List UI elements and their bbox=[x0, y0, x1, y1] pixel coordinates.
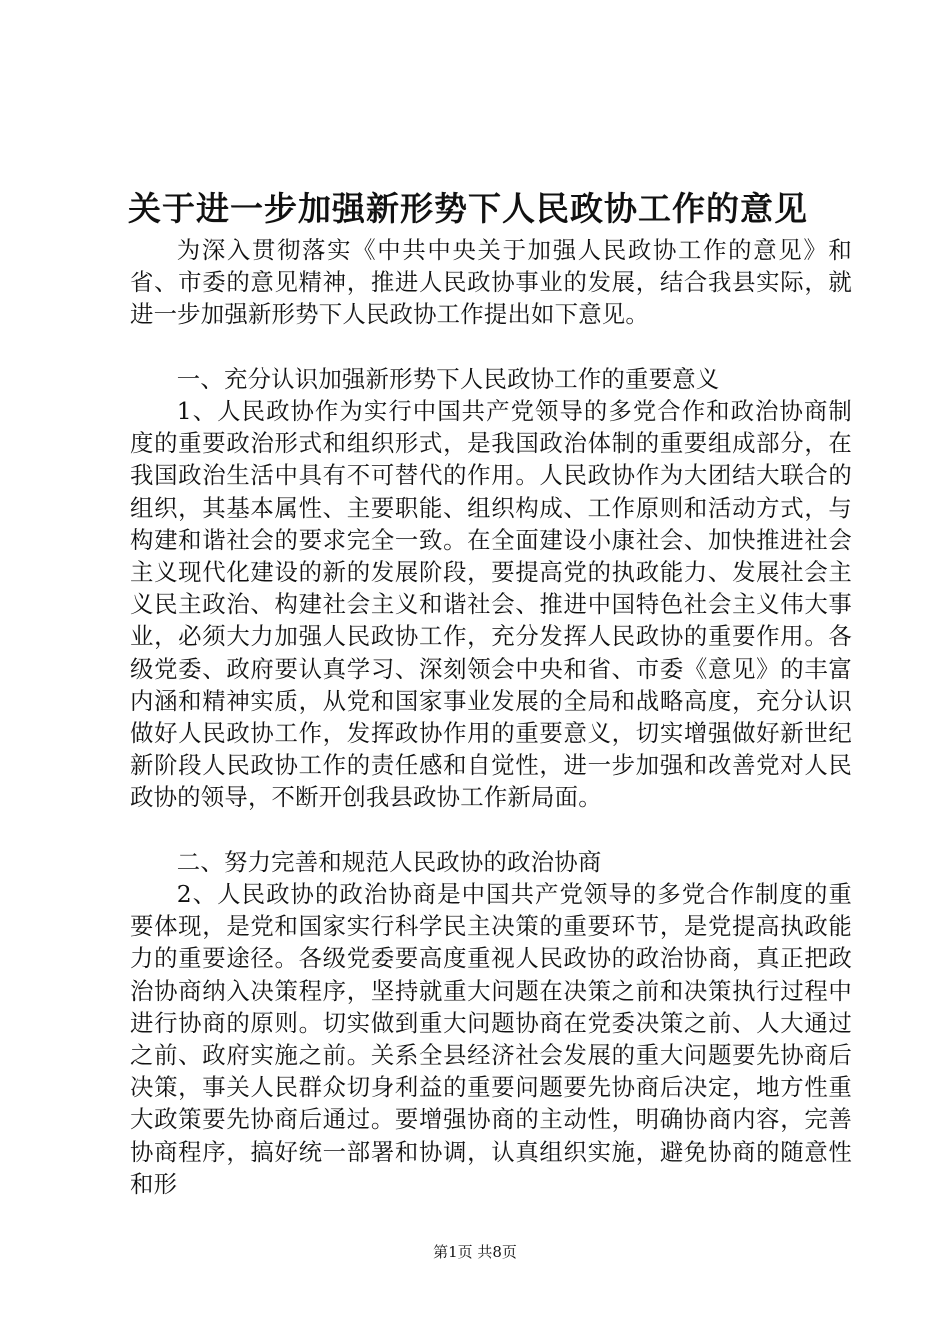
intro-paragraph: 为深入贯彻落实《中共中央关于加强人民政协工作的意见》和省、市委的意见精神，推进人民政协事业的发展，结合我县实际，就进一步加强新形势下人民政协工作提出如下意见。 bbox=[130, 236, 852, 329]
page-number-footer: 第1页 共8页 bbox=[433, 1243, 517, 1261]
section-2-heading: 二、努力完善和规范人民政协的政治协商 bbox=[176, 847, 602, 876]
paragraph-spacer bbox=[130, 814, 852, 846]
document-title: 关于进一步加强新形势下人民政协工作的意见 bbox=[128, 189, 808, 228]
paragraph-spacer bbox=[130, 331, 852, 363]
section-1-paragraph: 1、人民政协作为实行中国共产党领导的多党合作和政治协商制度的重要政治形式和组织形式，是我国政治体制的重要组成部分，在我国政治生活中具有不可替代的作用。人民政协作为大团结大联合的组织，其基本属性、主要职能、组织构成、工作原则和活动方式，与构建和谐社会的要求完全一致。在全面建设小康社会、加快推进社会主义现代化建设的新的发展阶段，要提高党的执政能力、发展社会主义民主政治、构建社会主义和谐社会、推进中国特色社会主义伟大事业，必须大力加强人民政协工作，充分发挥人民政协的重要作用。各级党委、政府要认真学习、深刻领会中央和省、市委《意见》的丰富内涵和精神实质，从党和国家事业发展的全局和战略高度，充分认识做好人民政协工作，发挥政协作用的重要意义，切实增强做好新世纪新阶段人民政协工作的责任感和自觉性，进一步加强和改善党对人民政协的领导，不断开创我县政协工作新局面。 bbox=[130, 397, 852, 812]
section-1-heading: 一、充分认识加强新形势下人民政协工作的重要意义 bbox=[176, 364, 720, 393]
section-2-paragraph: 2、人民政协的政治协商是中国共产党领导的多党合作制度的重要体现，是党和国家实行科学民主决策的重要环节，是党提高执政能力的重要途径。各级党委要高度重视人民政协的政治协商，真正把政治协商纳入决策程序，坚持就重大问题在决策之前和决策执行过程中进行协商的原则。切实做到重大问题协商在党委决策之前、人大通过之前、政府实施之前。关系全县经济社会发展的重大问题要先协商后决策，事关人民群众切身利益的重要问题要先协商后决定，地方性重大政策要先协商后通过。要增强协商的主动性，明确协商内容，完善协商程序，搞好统一部署和协调，认真组织实施，避免协商的随意性和形 bbox=[130, 880, 852, 1198]
document-body bbox=[130, 234, 852, 1200]
